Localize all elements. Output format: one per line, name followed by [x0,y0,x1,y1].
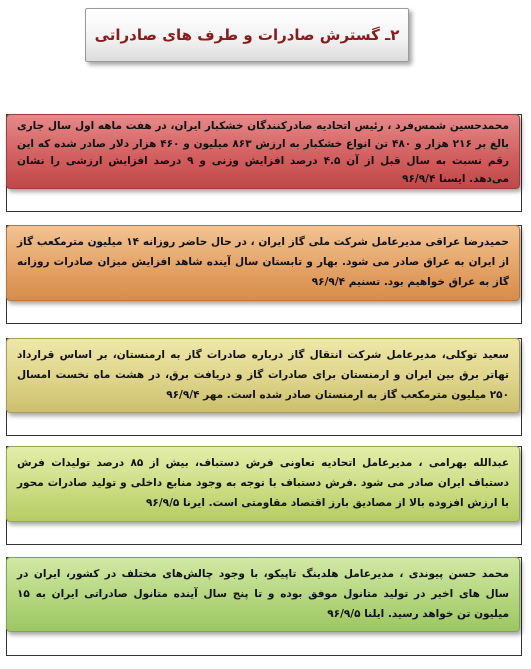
news-item-card-2 [6,225,520,301]
news-item-text-4: عبدالله بهرامی ، مدیرعامل اتحادیه تعاونی فرش دستباف، بیش از ۸۵ درصد تولیدات فرش دستباف ایران صادر می شود .فرش دستباف با توجه به وجود منابع داخلی و تولید صادرات محور با ارزش افزوده بالا از مصادیق بارز اقتصاد مقاومتی است. ایرنا ۹۶/۹/۵ [17,457,509,509]
section-title: ۲ـ گسترش صادرات و طرف های صادراتی [94,26,400,44]
section-title-box [85,8,409,62]
news-item-card-4 [6,446,520,522]
news-item-card-3 [6,338,520,413]
news-item-card-1 [6,114,520,189]
news-item-text-1: محمدحسین شمس‌فرد ، رئیس اتحادیه صادرکنندگان خشکبار ایران، در هفت ماهه اول سال جاری بالغ بر ۲۱۶ هزار و ۴۸۰ تن انواع خشکبار به ارزش ۸۶۳ میلیون و ۴۶۰ هزار دلار صادر شده که این رقم نسبت به سال قبل از آن ۴.۵ درصد افزایش وزنی و ۹ درصد افزایش ارزشی را نشان می‌دهد. ایسنا ۹۶/۹/۴ [17,120,509,185]
news-item-text-2: حمیدرضا عراقی مدیرعامل شرکت ملی گاز ایران ، در حال حاضر روزانه ۱۴ میلیون مترمکعب گاز از ایران به عراق صادر می شود. بهار و تابستان سال آینده شاهد افزایش میزان صادرات روزانه گاز به عراق خواهیم بود. تسنیم ۹۶/۹/۴ [17,236,509,288]
news-item-text-3: سعید توکلی، مدیرعامل شرکت انتقال گاز درباره صادرات گاز به ارمنستان، بر اساس قرارداد تهاتر برق بین ایران و ارمنستان برای صادرات گاز و دریافت برق، در هشت ماه نخست امسال ۲۵۰ میلیون مترمکعب گاز به ارمنستان صادر شده است. مهر ۹۶/۹/۴ [17,349,509,401]
news-item-text-5: محمد حسن پیوندی ، مدیرعامل هلدینگ تاپیکو، با وجود چالش‌های مختلف در کشور، ایران در سال های اخیر در تولید متانول موفق بوده و تا پنج سال آینده متانول صادراتی ایران به ۱۵ میلیون تن خواهد رسید. ایلنا ۹۶/۹/۵ [17,568,509,620]
news-item-card-5 [6,557,520,632]
